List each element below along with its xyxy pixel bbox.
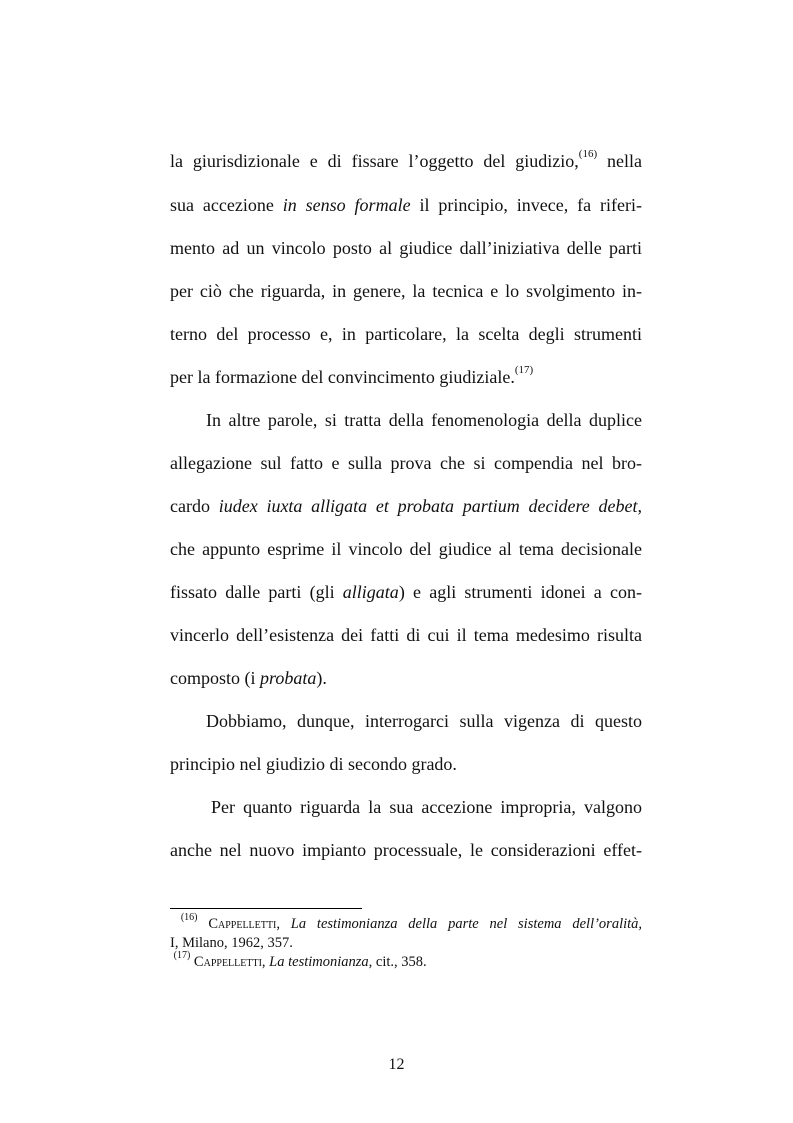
text-line: sua accezione in senso formale il principio, invece, fa riferi- bbox=[170, 195, 642, 215]
text-line: che appunto esprime il vincolo del giudice al tema decisionale bbox=[170, 539, 642, 559]
footnote: $^{(17)}$ Cappelletti, La testimonianza, cit., 358. bbox=[173, 950, 427, 970]
footnote-continuation: I, Milano, 1962, 357. bbox=[170, 935, 293, 951]
text-line: per la formazione del convincimento giudiziale.$^{(17)}$ bbox=[170, 364, 534, 387]
footnote-separator bbox=[170, 908, 362, 909]
text-line: principio nel giudizio di secondo grado. bbox=[170, 754, 457, 774]
text-line: terno del processo e, in particolare, la scelta degli strumenti bbox=[170, 324, 642, 344]
text-line: mento ad un vincolo posto al giudice dall’iniziativa delle parti bbox=[170, 238, 642, 258]
text-line: allegazione sul fatto e sulla prova che si compendia nel bro- bbox=[170, 453, 642, 473]
text-line: Per quanto riguarda la sua accezione impropria, valgono bbox=[211, 797, 642, 817]
text-line: Dobbiamo, dunque, interrogarci sulla vigenza di questo bbox=[206, 711, 642, 731]
footnote-ref[interactable]: (16) bbox=[578, 148, 598, 160]
text-line: fissato dalle parti (gli alligata) e agli strumenti idonei a con- bbox=[170, 582, 642, 602]
page-number: 12 bbox=[388, 1056, 405, 1073]
text-line: per ciò che riguarda, in genere, la tecnica e lo svolgimento in- bbox=[170, 281, 642, 301]
footnote: $^{(16)}$ Cappelletti, La testimonianza della parte nel sistema dell’oralità, bbox=[180, 912, 643, 932]
text-line: composto (i probata). bbox=[170, 668, 327, 688]
footnote-ref[interactable]: (17) bbox=[514, 364, 534, 376]
text-line: la giurisdizionale e di fissare l’oggetto del giudizio,$^{(16)}$ nella bbox=[170, 148, 642, 171]
text-line: In altre parole, si tratta della fenomenologia della duplice bbox=[206, 410, 642, 430]
text-line: vincerlo dell’esistenza dei fatti di cui il tema medesimo risulta bbox=[170, 625, 642, 645]
text-line: cardo iudex iuxta alligata et probata partium decidere debet, bbox=[170, 496, 642, 516]
text-line: anche nel nuovo impianto processuale, le considerazioni effet- bbox=[170, 840, 642, 860]
